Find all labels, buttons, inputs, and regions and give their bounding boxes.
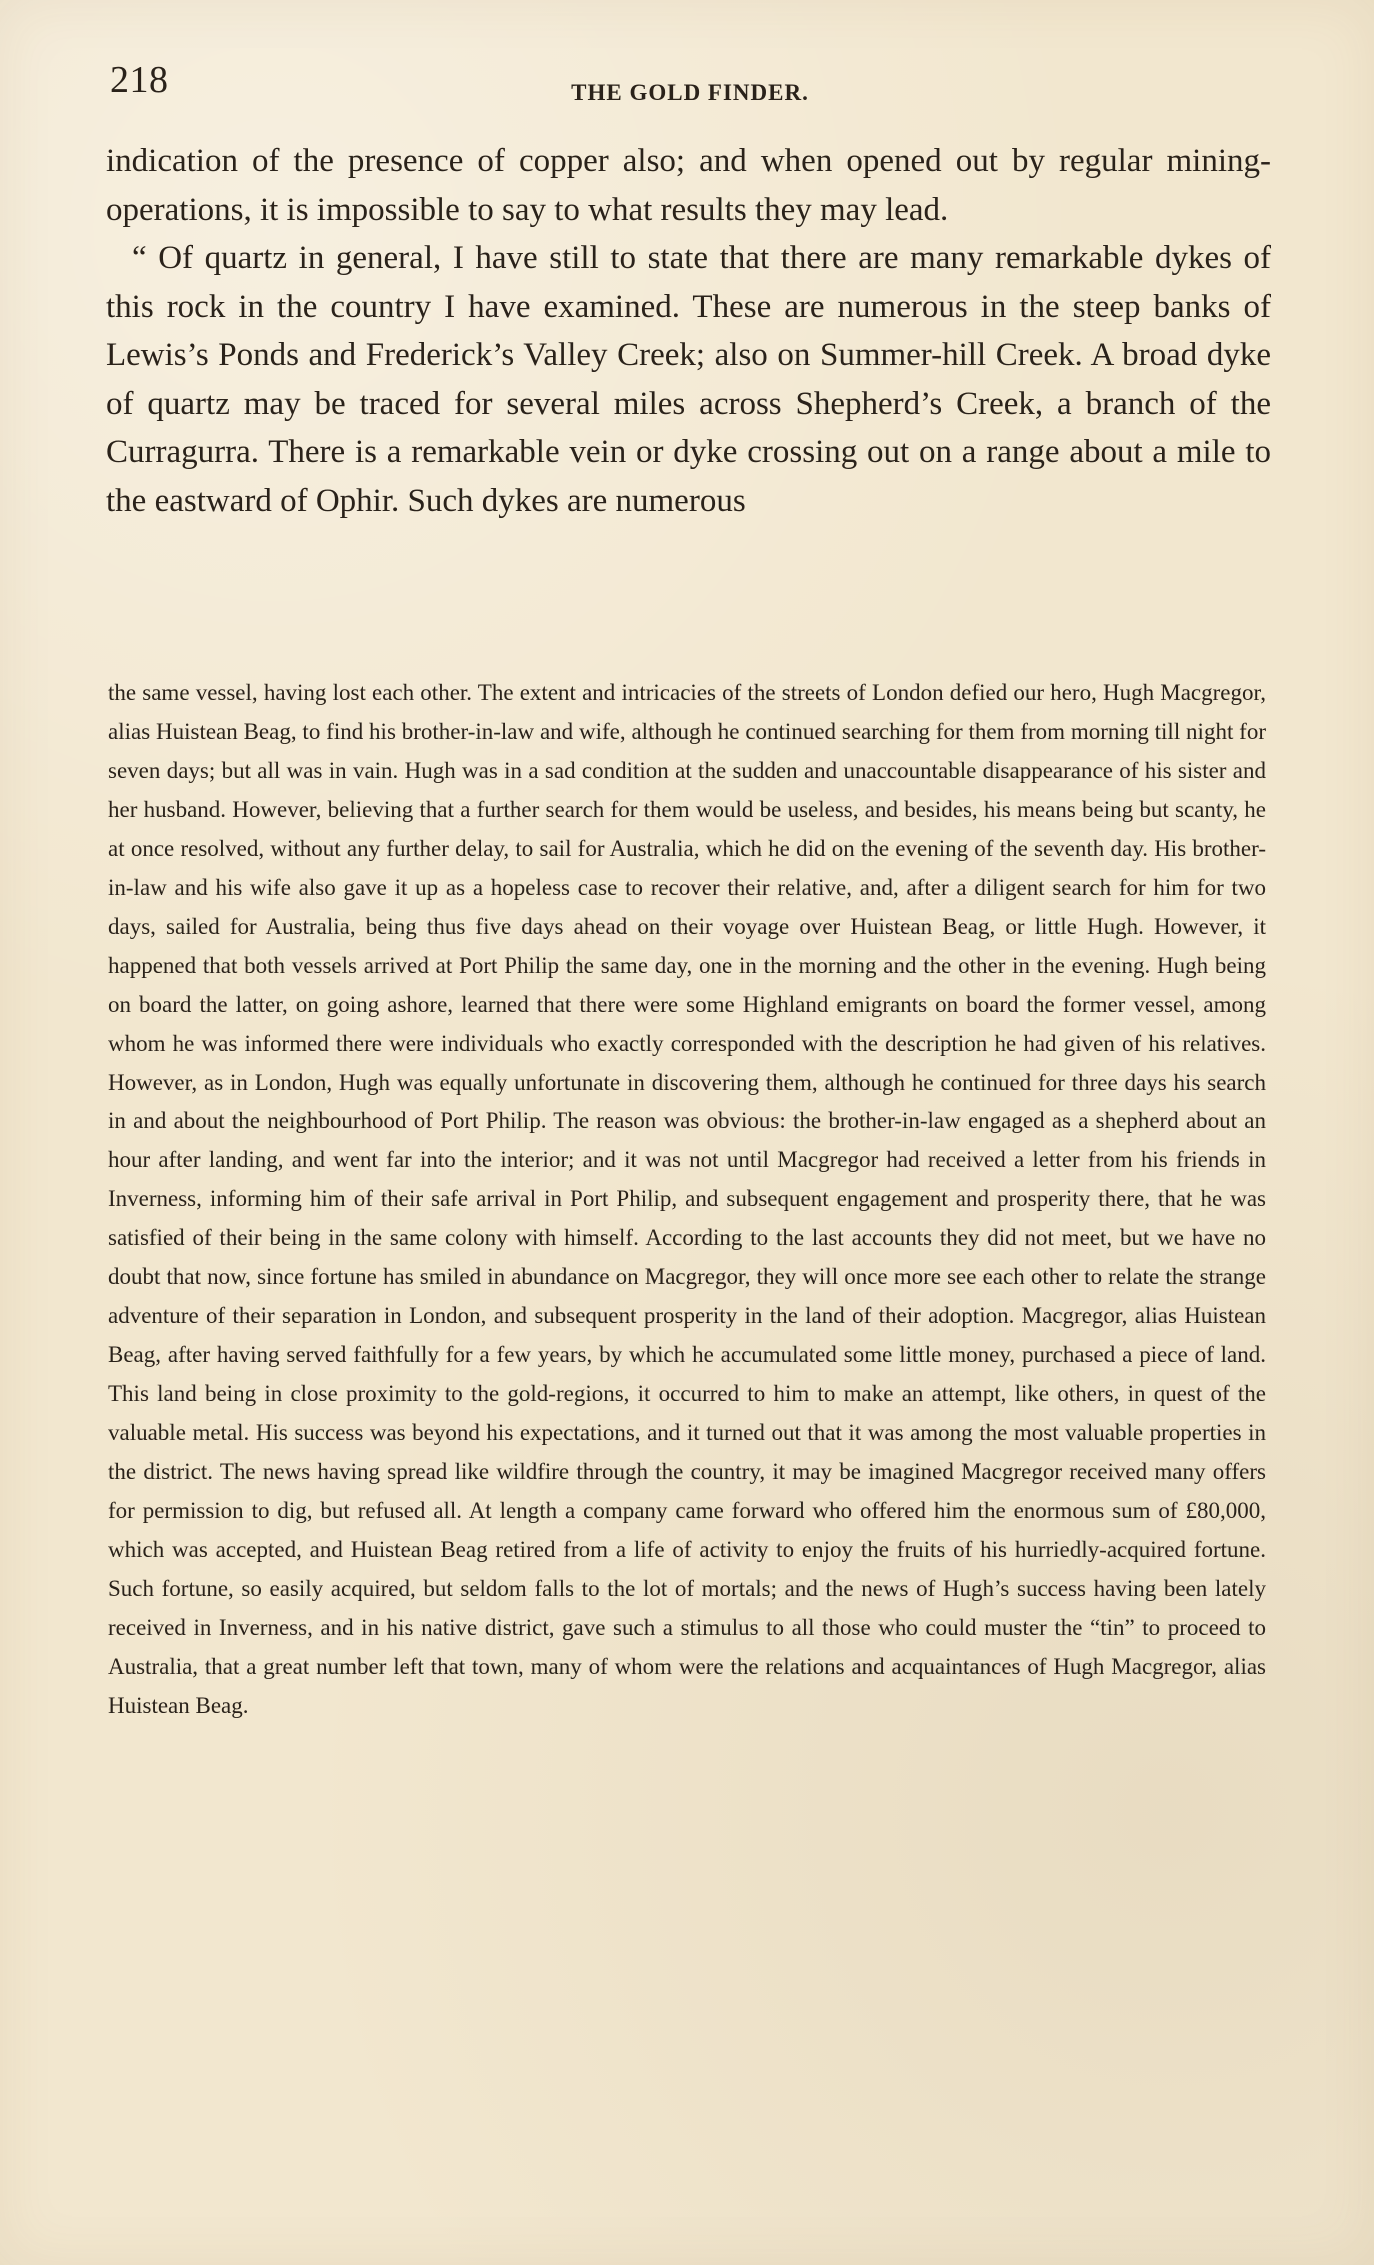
main-paragraph-2: “ Of quartz in general, I have still to state that there are many remarkable dykes of this rock in the country I have examined. These are numerous in the steep banks of Lewis’s Ponds and Frederick’s Valley Creek; also on Summer-hill Creek. A broad dyke of quartz may be traced for several miles across Shepherd’s Creek, a branch of the Curragurra. There is a remarkable vein or dyke crossing out on a range about a mile to the eastward of Ophir. Such dykes are numerous [106,240,1271,519]
page-header [110,58,1270,108]
main-paragraph-1: indication of the presence of copper also; and when opened out by regular mining-operations, it is impossible to say to what results they may lead. [106,143,1271,228]
running-head: THE GOLD FINDER. [571,80,809,105]
main-text-block [106,137,1271,525]
page-number: 218 [110,59,169,101]
footnote-block [108,674,1266,1726]
footnote-text: the same vessel, having lost each other. The extent and intricacies of the streets of London defied our hero, Hugh Macgregor, alias Huistean Beag, to find his brother-in-law and wife, although he continued searching for them from morning till night for seven days; but all was in vain. Hugh was in a sad condition at the sudden and unaccountable disappearance of his sister and her husband. However, believing that a further search for them would be useless, and besides, his means being but scanty, he at once resolved, without any further delay, to sail for Australia, which he did on the evening of the seventh day. His brother-in-law and his wife also gave it up as a hopeless case to recover their relative, and, after a diligent search for him for two days, sailed for Australia, being thus five days ahead on their voyage over Huistean Beag, or little Hugh. However, it happened that both vessels arrived at Port Philip the same day, one in the morning and the other in the evening. Hugh being on board the latter, on going ashore, learned that there were some Highland emigrants on board the former vessel, among whom he was informed there were individuals who exactly corresponded with the description he had given of his relatives. However, as in London, Hugh was equally unfortunate in discovering them, although he continued for three days his search in and about the neighbourhood of Port Philip. The reason was obvious: the brother-in-law engaged as a shepherd about an hour after landing, and went far into the interior; and it was not until Macgregor had received a letter from his friends in Inverness, informing him of their safe arrival in Port Philip, and subsequent engagement and prosperity there, that he was satisfied of their being in the same colony with himself. According to the last accounts they did not meet, but we have no doubt that now, since fortune has smiled in abundance on Macgregor, they will once more see each other to relate the strange adventure of their separation in London, and subsequent prosperity in the land of their adoption. Macgregor, alias Huistean Beag, after having served faithfully for a few years, by which he accumulated some little money, purchased a piece of land. This land being in close proximity to the gold-regions, it occurred to him to make an attempt, like others, in quest of the valuable metal. His success was beyond his expectations, and it turned out that it was among the most valuable properties in the district. The news having spread like wildfire through the country, it may be imagined Macgregor received many offers for permission to dig, but refused all. At length a company came forward who offered him the enormous sum of £80,000, which was accepted, and Huistean Beag retired from a life of activity to enjoy the fruits of his hurriedly-acquired fortune. Such fortune, so easily acquired, but seldom falls to the lot of mortals; and the news of Hugh’s success having been lately received in Inverness, and in his native district, gave such a stimulus to all those who could muster the “tin” to proceed to Australia, that a great number left that town, many of whom were the relations and acquaintances of Hugh Macgregor, alias Huistean Beag. [108,680,1266,1718]
